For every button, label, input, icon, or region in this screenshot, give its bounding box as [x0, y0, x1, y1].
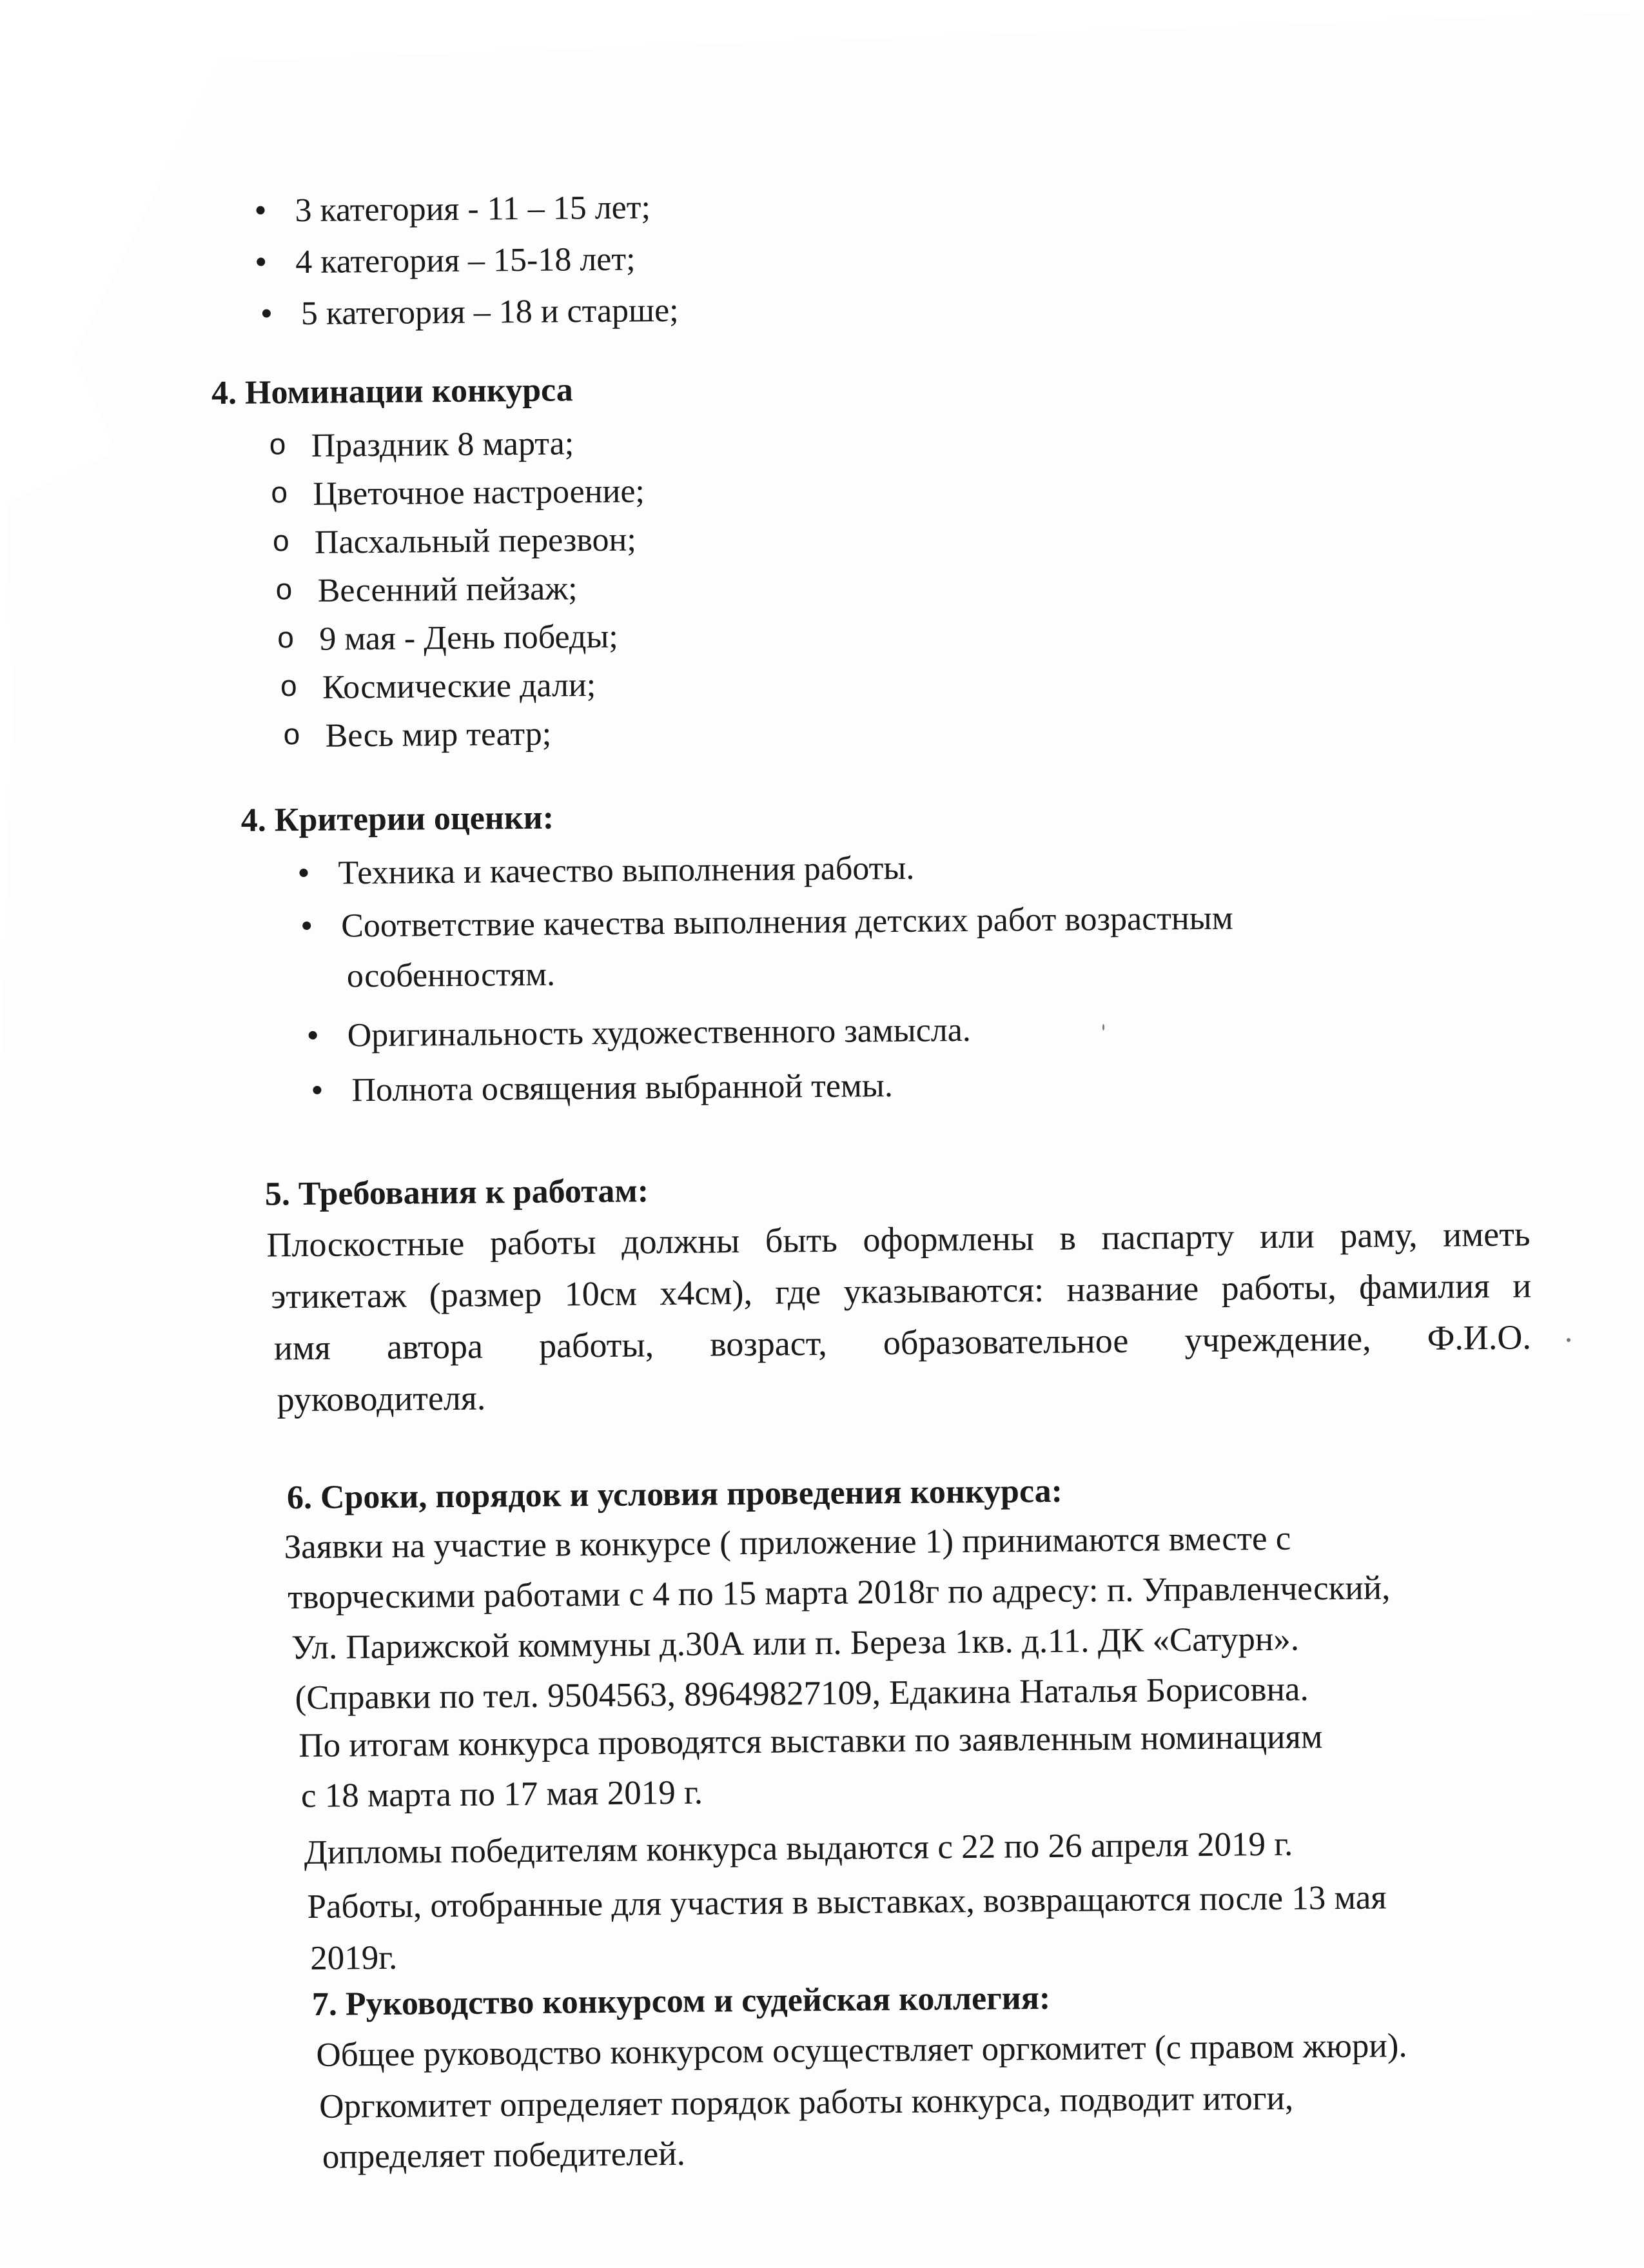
age-category-list [0, 0, 1634, 333]
terms-line: По итогам конкурса проводятся выставки по заявленным номинациям [298, 1718, 1323, 1765]
requirements-heading: 5. Требования к работам: [264, 1172, 649, 1213]
nomination-item: o Пасхальный перезвон; [315, 520, 636, 562]
nomination-item: o Праздник 8 марта; [311, 424, 574, 465]
terms-line: Работы, отобранные для участия в выставках, возвращаются после 13 мая [307, 1878, 1387, 1926]
jury-line: Оргкомитет определяет порядок работы конкурса, подводит итоги, [318, 2079, 1294, 2125]
jury-heading: 7. Руководство конкурсом и судейская коллегия: [311, 1979, 1051, 2023]
nomination-item: o Цветочное настроение; [313, 472, 645, 513]
nomination-item: o Космические дали; [322, 666, 596, 707]
criteria-heading: 4. Критерии оценки: [240, 799, 554, 839]
terms-line: Заявки на участие в конкурсе ( приложение 1) принимаются вместе с [284, 1519, 1291, 1566]
terms-line: Ул. Парижской коммуны д.30А или п. Береза 1кв. д.11. ДК «Сатурн». [291, 1620, 1300, 1667]
scan-speck [1567, 1338, 1571, 1342]
criteria-item: Оригинальность художественного замысла. [347, 1011, 972, 1054]
terms-line: 2019г. [309, 1938, 398, 1977]
criteria-item-continued: особенностям. [346, 956, 556, 995]
nomination-item: o Весенний пейзаж; [317, 569, 577, 610]
requirements-line: руководителя. [277, 1378, 486, 1419]
nomination-item: o 9 мая - День победы; [319, 618, 618, 659]
terms-line: Дипломы победителям конкурса выдаются с 22 по 26 апреля 2019 г. [304, 1825, 1293, 1872]
terms-line: творческими работами с 4 по 15 марта 2018г по адресу: п. Управленческий, [288, 1569, 1391, 1617]
age-category-item: 5 категория – 18 и старше; [300, 291, 679, 333]
age-category-item: 3 категория - 11 – 15 лет; [295, 189, 651, 230]
scan-speck [1102, 1024, 1104, 1030]
nominations-heading: 4. Номинации конкурса [211, 371, 573, 412]
jury-line: определяет победителей. [322, 2135, 686, 2176]
requirements-line: имя автора работы, возраст, образовательное учреждение, Ф.И.О. [273, 1317, 1532, 1368]
requirements-line: этикетаж (размер 10см х4см), где указываются: название работы, фамилия и [270, 1266, 1532, 1316]
terms-line: (Справки по тел. 9504563, 89649827109, Едакина Наталья Борисовна. [295, 1670, 1309, 1717]
nomination-item: o Весь мир театр; [325, 715, 551, 756]
criteria-item: Соответствие качества выполнения детских работ возрастным [340, 900, 1233, 945]
terms-heading: 6. Сроки, порядок и условия проведения конкурса: [286, 1472, 1063, 1517]
jury-line: Общее руководство конкурсом осуществляет оргкомитет (с правом жюри). [316, 2027, 1407, 2074]
criteria-item: Техника и качество выполнения работы. [338, 849, 915, 892]
age-category-item: 4 категория – 15-18 лет; [295, 241, 636, 281]
terms-line: с 18 марта по 17 мая 2019 г. [300, 1773, 703, 1815]
criteria-item: Полнота освящения выбранной темы. [351, 1067, 894, 1109]
requirements-line: Плоскостные работы должны быть оформлены в паспарту или раму, иметь [266, 1214, 1531, 1265]
